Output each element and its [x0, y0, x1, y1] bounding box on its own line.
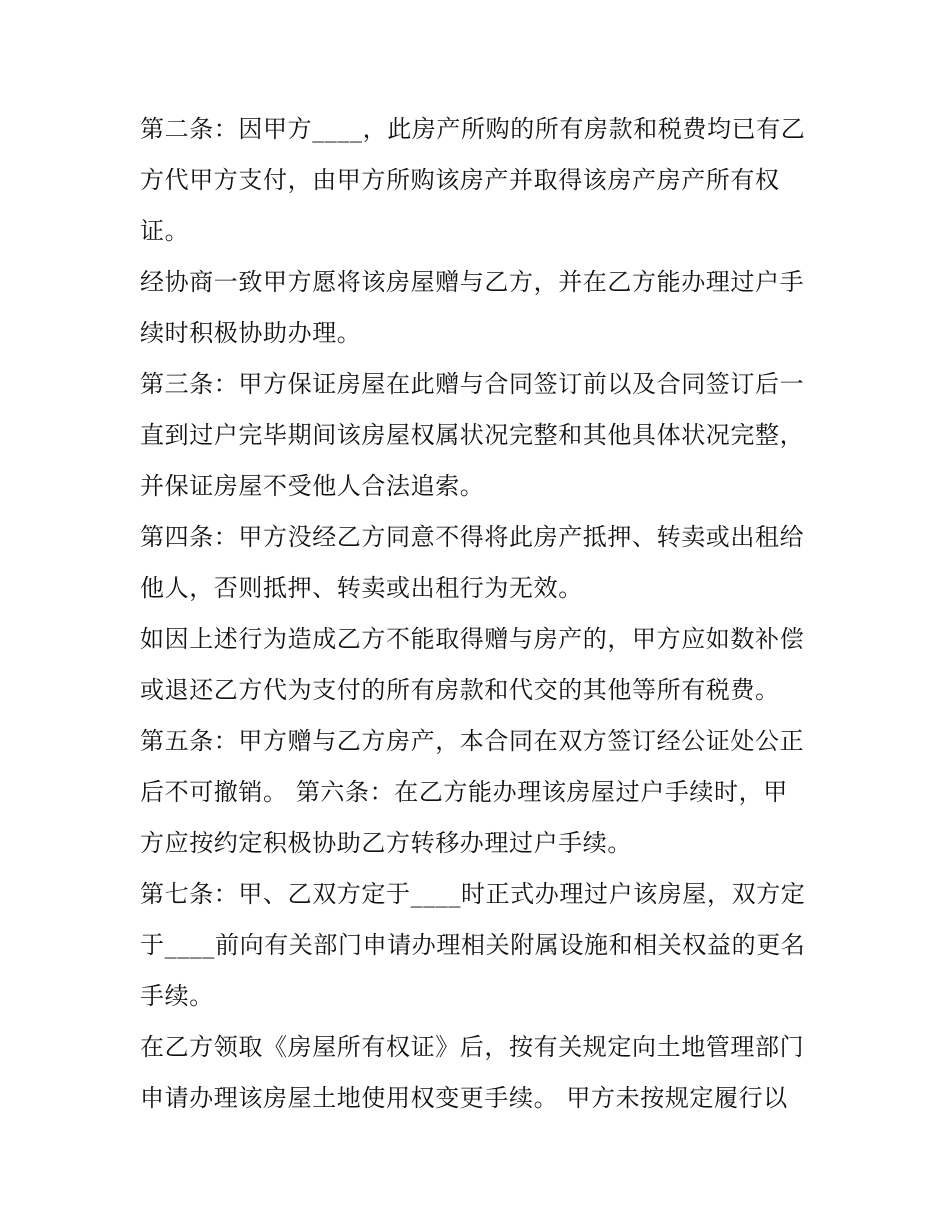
text-line: 经协商一致甲方愿将该房屋赠与乙方，并在乙方能办理过户手	[140, 268, 805, 296]
text-line: 直到过户完毕期间该房屋权属状况完整和其他具体状况完整，	[140, 421, 805, 449]
text-line: 于____前向有关部门申请办理相关附属设施和相关权益的更名	[140, 931, 806, 959]
text-line: 第七条：甲、乙双方定于____时正式办理过户该房屋，双方定	[140, 880, 806, 908]
text-line: 手续。	[140, 982, 214, 1010]
text-line: 第四条：甲方没经乙方同意不得将此房产抵押、转卖或出租给	[140, 523, 805, 551]
text-line: 申请办理该房屋土地使用权变更手续。 甲方未按规定履行以	[140, 1084, 788, 1112]
contract-body-text	[140, 104, 840, 1124]
text-line: 第三条：甲方保证房屋在此赠与合同签订前以及合同签订后一	[140, 370, 805, 398]
text-line: 在乙方领取《房屋所有权证》后，按有关规定向土地管理部门	[140, 1033, 805, 1061]
text-line: 方应按约定积极协助乙方转移办理过户手续。	[140, 829, 632, 857]
text-line: 方代甲方支付，由甲方所购该房产并取得该房产房产所有权	[140, 166, 780, 194]
text-line: 证。	[140, 217, 190, 245]
text-line: 并保证房屋不受他人合法追索。	[140, 472, 485, 500]
text-line: 他人，否则抵押、转卖或出租行为无效。	[140, 574, 583, 602]
text-line: 后不可撤销。 第六条：在乙方能办理该房屋过户手续时，甲	[140, 778, 788, 806]
text-line: 或退还乙方代为支付的所有房款和代交的其他等所有税费。	[140, 676, 780, 704]
text-line: 续时积极协助办理。	[140, 319, 362, 347]
text-line: 第五条：甲方赠与乙方房产，本合同在双方签订经公证处公正	[140, 727, 805, 755]
text-line: 第二条：因甲方____，此房产所购的所有房款和税费均已有乙	[140, 115, 806, 143]
text-line: 如因上述行为造成乙方不能取得赠与房产的，甲方应如数补偿	[140, 625, 805, 653]
